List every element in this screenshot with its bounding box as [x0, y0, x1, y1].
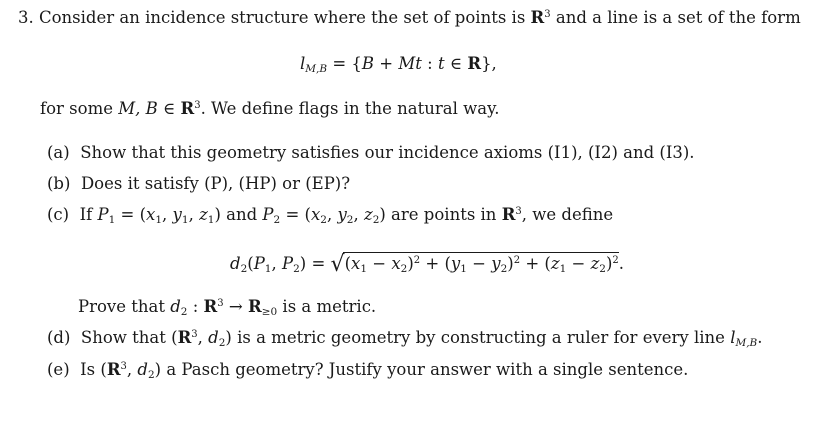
part-a	[47, 143, 695, 163]
part-e-label: (e)	[47, 360, 70, 379]
part-a-text: Show that this geometry satisfies our incidence axioms (I1), (I2) and (I3).	[80, 143, 695, 162]
problem-number: 3.	[18, 8, 34, 27]
part-c: (c) If $P_1 = (x_1$, $y_1$, $z_1$) and $P_2 = (x_2$, $y_2$, $z_2$) are points in $R^3$, we define	[47, 205, 614, 226]
prove-metric-text: Prove that $d_2$ : $R^3 \to R_{\ge 0}$ is a metric.	[78, 297, 377, 318]
problem-intro: 3. Consider an incidence structure where the set of points is $R^3$ and a line is a set of the form	[18, 8, 801, 27]
part-d: (d) Show that ($R^3$, $d_2$) is a metric geometry by constructing a ruler for every line $l_{M,B}$.	[47, 328, 763, 349]
part-e: (e) Is ($R^3$, $d_2$) a Pasch geometry? Justify your answer with a single sentence.	[47, 360, 689, 381]
part-b-label: (b)	[47, 174, 71, 193]
distance-formula: $d_2(P_1$, $P_2) = √(x_1 - x_2)^2 + (y_1 - y_2)^2 + (z_1 - z_2)^2$.	[230, 252, 625, 277]
line-formula: $l_{M,B} = \{B + Mt$ : t ∈ R},	[300, 54, 497, 75]
for-some-text: for some M, B ∈ $R^3$. We define flags in the natural way.	[40, 99, 500, 118]
part-c-label: (c)	[47, 205, 70, 224]
part-a-label: (a)	[47, 143, 70, 162]
part-d-label: (d)	[47, 328, 71, 347]
sqrt-symbol: $√(x_1 - x_2)^2 + (y_1 - y_2)^2 + (z_1 - z_2)^2$	[330, 252, 619, 277]
part-b-text: Does it satisfy (P), (HP) or (EP)?	[80, 174, 351, 193]
part-b	[47, 174, 350, 194]
